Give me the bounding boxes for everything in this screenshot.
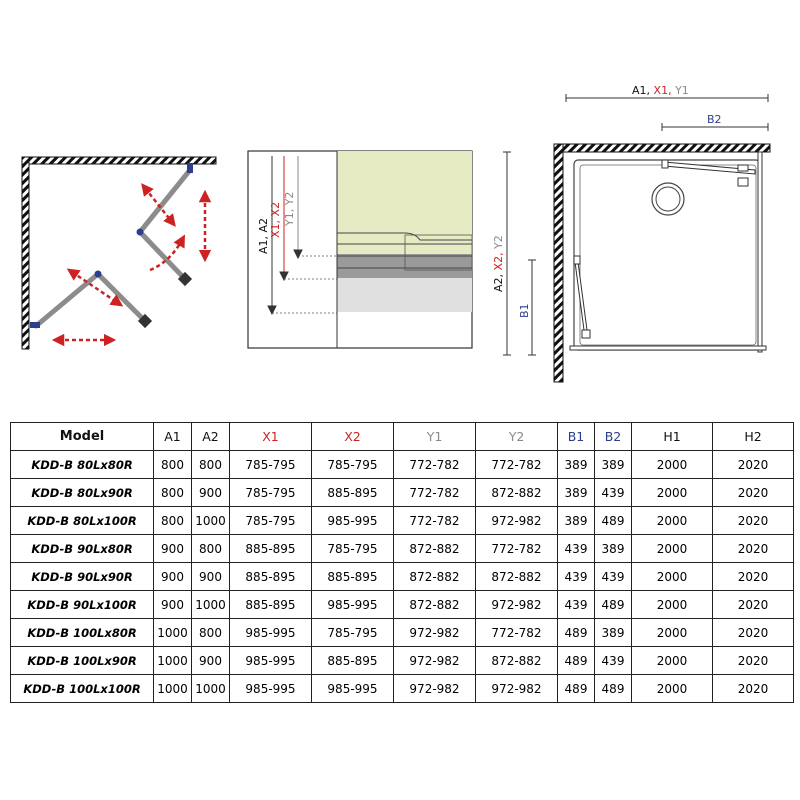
header-y2: Y2 — [476, 423, 558, 451]
value-cell: 985-995 — [230, 647, 312, 675]
model-cell: KDD-B 100Lx90R — [11, 647, 154, 675]
value-cell: 2000 — [632, 591, 713, 619]
table-row — [11, 451, 794, 479]
label-b1: B1 — [518, 303, 531, 318]
label-x: X1, X2 — [269, 201, 282, 238]
wall-top — [22, 157, 216, 164]
value-cell: 972-982 — [394, 619, 476, 647]
value-cell: 900 — [192, 647, 230, 675]
value-cell: 2000 — [632, 451, 713, 479]
value-cell: 800 — [154, 479, 192, 507]
value-cell: 985-995 — [312, 507, 394, 535]
model-cell: KDD-B 80Lx100R — [11, 507, 154, 535]
value-cell: 885-895 — [312, 479, 394, 507]
value-cell: 489 — [558, 675, 595, 703]
label-a: A1, A2 — [257, 217, 270, 254]
value-cell: 800 — [192, 619, 230, 647]
hinge-top — [187, 163, 193, 173]
value-cell: 489 — [558, 619, 595, 647]
wall-top-right — [554, 144, 770, 152]
value-cell: 2020 — [713, 535, 794, 563]
folding-door-diagram — [0, 0, 230, 360]
header-a1: A1 — [154, 423, 192, 451]
value-cell: 900 — [154, 563, 192, 591]
value-cell: 772-782 — [476, 451, 558, 479]
value-cell: 2020 — [713, 507, 794, 535]
value-cell: 2020 — [713, 479, 794, 507]
value-cell: 489 — [595, 591, 632, 619]
table-row — [11, 619, 794, 647]
glass-panels — [570, 152, 766, 352]
header-model: Model — [11, 423, 154, 451]
motion-arrows — [58, 188, 205, 340]
value-cell: 489 — [595, 675, 632, 703]
value-cell: 972-982 — [476, 591, 558, 619]
table-row — [11, 563, 794, 591]
value-cell: 489 — [558, 647, 595, 675]
value-cell: 389 — [595, 619, 632, 647]
header-h1: H1 — [632, 423, 713, 451]
top-view-diagram — [490, 0, 800, 400]
value-cell: 885-895 — [230, 535, 312, 563]
section-diagram — [245, 0, 475, 360]
wall-fill — [337, 151, 472, 254]
table-body — [11, 451, 794, 703]
value-cell: 885-895 — [230, 563, 312, 591]
value-cell: 1000 — [192, 591, 230, 619]
value-cell: 2020 — [713, 451, 794, 479]
value-cell: 439 — [558, 563, 595, 591]
value-cell: 389 — [558, 507, 595, 535]
value-cell: 2020 — [713, 619, 794, 647]
value-cell: 2020 — [713, 563, 794, 591]
value-cell: 439 — [595, 563, 632, 591]
value-cell: 2000 — [632, 563, 713, 591]
value-cell: 2000 — [632, 479, 713, 507]
value-cell: 2000 — [632, 535, 713, 563]
value-cell: 785-795 — [230, 507, 312, 535]
value-cell: 885-895 — [312, 647, 394, 675]
value-cell: 772-782 — [394, 507, 476, 535]
value-cell: 900 — [154, 535, 192, 563]
value-cell: 972-982 — [394, 647, 476, 675]
pivot-lower — [95, 271, 102, 278]
value-cell: 439 — [558, 535, 595, 563]
label-y: Y1, Y2 — [283, 191, 296, 226]
value-cell: 800 — [192, 535, 230, 563]
value-cell: 772-782 — [476, 535, 558, 563]
value-cell: 489 — [595, 507, 632, 535]
shower-tray — [574, 160, 760, 350]
value-cell: 2020 — [713, 675, 794, 703]
model-cell: KDD-B 90Lx80R — [11, 535, 154, 563]
table-row — [11, 591, 794, 619]
value-cell: 2000 — [632, 675, 713, 703]
value-cell: 389 — [595, 451, 632, 479]
value-cell: 985-995 — [312, 675, 394, 703]
value-cell: 2000 — [632, 647, 713, 675]
value-cell: 985-995 — [312, 591, 394, 619]
value-cell: 439 — [595, 479, 632, 507]
table-row — [11, 507, 794, 535]
value-cell: 2020 — [713, 647, 794, 675]
value-cell: 1000 — [192, 507, 230, 535]
header-h2: H2 — [713, 423, 794, 451]
value-cell: 439 — [558, 591, 595, 619]
value-cell: 872-882 — [394, 591, 476, 619]
value-cell: 872-882 — [476, 479, 558, 507]
wall-left — [22, 157, 29, 349]
header-b2: B2 — [595, 423, 632, 451]
value-cell: 785-795 — [312, 619, 394, 647]
header-a2: A2 — [192, 423, 230, 451]
profile-light — [337, 278, 472, 312]
table-row — [11, 647, 794, 675]
value-cell: 389 — [558, 451, 595, 479]
value-cell: 389 — [558, 479, 595, 507]
value-cell: 885-895 — [230, 591, 312, 619]
value-cell: 439 — [595, 647, 632, 675]
value-cell: 772-782 — [394, 479, 476, 507]
value-cell: 772-782 — [476, 619, 558, 647]
profile-dark — [337, 254, 472, 278]
header-x2: X2 — [312, 423, 394, 451]
value-cell: 1000 — [192, 675, 230, 703]
value-cell: 1000 — [154, 647, 192, 675]
value-cell: 2020 — [713, 591, 794, 619]
value-cell: 885-895 — [312, 563, 394, 591]
value-cell: 872-882 — [394, 535, 476, 563]
value-cell: 900 — [154, 591, 192, 619]
header-b1: B1 — [558, 423, 595, 451]
model-cell: KDD-B 100Lx80R — [11, 619, 154, 647]
value-cell: 800 — [154, 451, 192, 479]
model-cell: KDD-B 80Lx90R — [11, 479, 154, 507]
value-cell: 389 — [595, 535, 632, 563]
value-cell: 900 — [192, 563, 230, 591]
model-cell: KDD-B 90Lx100R — [11, 591, 154, 619]
value-cell: 785-795 — [312, 535, 394, 563]
value-cell: 1000 — [154, 675, 192, 703]
hinge-left — [30, 322, 40, 328]
drain — [652, 183, 684, 215]
value-cell: 872-882 — [476, 563, 558, 591]
table-row — [11, 535, 794, 563]
door-panels — [36, 170, 190, 326]
value-cell: 972-982 — [476, 675, 558, 703]
value-cell: 800 — [192, 451, 230, 479]
model-cell: KDD-B 100Lx100R — [11, 675, 154, 703]
spec-table — [10, 422, 794, 703]
value-cell: 985-995 — [230, 619, 312, 647]
header-x1: X1 — [230, 423, 312, 451]
value-cell: 985-995 — [230, 675, 312, 703]
value-cell: 1000 — [154, 619, 192, 647]
value-cell: 972-982 — [476, 507, 558, 535]
value-cell: 785-795 — [312, 451, 394, 479]
table-header-row — [11, 423, 794, 451]
label-b2: B2 — [707, 113, 722, 126]
value-cell: 900 — [192, 479, 230, 507]
value-cell: 972-982 — [394, 675, 476, 703]
value-cell: 785-795 — [230, 451, 312, 479]
table-row — [11, 675, 794, 703]
value-cell: 785-795 — [230, 479, 312, 507]
value-cell: 872-882 — [394, 563, 476, 591]
model-cell: KDD-B 90Lx90R — [11, 563, 154, 591]
label-top-dimension: A1, X1, Y1 — [632, 84, 689, 97]
value-cell: 772-782 — [394, 451, 476, 479]
model-cell: KDD-B 80Lx80R — [11, 451, 154, 479]
wall-left-right — [554, 144, 563, 382]
value-cell: 2000 — [632, 619, 713, 647]
table-row — [11, 479, 794, 507]
value-cell: 872-882 — [476, 647, 558, 675]
pivot-upper — [137, 229, 144, 236]
header-y1: Y1 — [394, 423, 476, 451]
label-side-dimension: A2, X2, Y2 — [492, 235, 505, 292]
value-cell: 800 — [154, 507, 192, 535]
value-cell: 2000 — [632, 507, 713, 535]
